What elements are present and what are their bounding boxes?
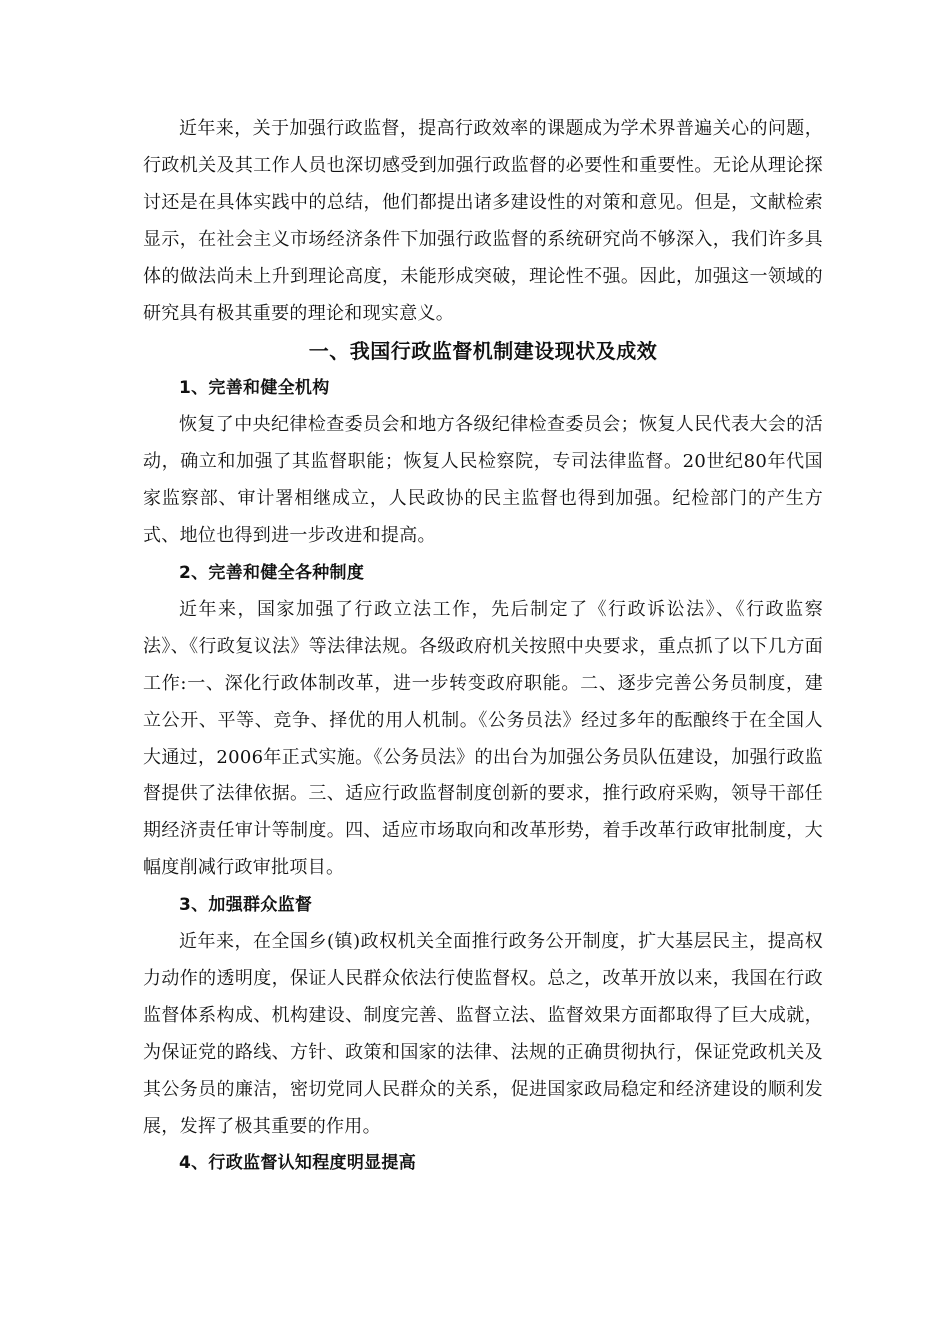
subsection-2-heading: 2、完善和健全各种制度 [179, 562, 365, 583]
intro-paragraph: 近年来，关于加强行政监督，提高行政效率的课题成为学术界普遍关心的问题，行政机关及其工作人员也深切感受到加强行政监督的必要性和重要性。无论从理论探讨还是在具体实践中的总结，他们都提出诸多建设性的对策和意见。但是，文献检索显示，在社会主义市场经济条件下加强行政监督的系统研究尚不够深入，我们许多具体的做法尚未上升到理论高度，未能形成突破，理论性不强。因此，加强这一领域的研究具有极其重要的理论和现实意义。 [143, 118, 823, 324]
subsection-1-paragraph: 恢复了中央纪律检查委员会和地方各级纪律检查委员会；恢复人民代表大会的活动，确立和加强了其监督职能；恢复人民检察院，专司法律监督。20世纪80年代国家监察部、审计署相继成立，人民政协的民主监督也得到加强。纪检部门的产生方式、地位也得到进一步改进和提高。 [143, 414, 823, 547]
subsection-1-heading: 1、完善和健全机构 [179, 378, 330, 399]
subsection-4-heading: 4、行政监督认知程度明显提高 [179, 1153, 417, 1174]
subsection-3-heading: 3、加强群众监督 [179, 895, 313, 916]
document-body [143, 111, 823, 1182]
section-title: 一、我国行政监督机制建设现状及成效 [308, 339, 658, 364]
subsection-3-paragraph: 近年来，在全国乡(镇)政权机关全面推行政务公开制度，扩大基层民主，提高权力动作的透明度，保证人民群众依法行使监督权。总之，改革开放以来，我国在行政监督体系构成、机构建设、制度完善、监督立法、监督效果方面都取得了巨大成就，为保证党的路线、方针、政策和国家的法律、法规的正确贯彻执行，保证党政机关及其公务员的廉洁，密切党同人民群众的关系，促进国家政局稳定和经济建设的顺利发展，发挥了极其重要的作用。 [143, 931, 823, 1137]
subsection-2-paragraph: 近年来，国家加强了行政立法工作，先后制定了《行政诉讼法》、《行政监察法》、《行政复议法》等法律法规。各级政府机关按照中央要求，重点抓了以下几方面工作:一、深化行政体制改革，进一步转变政府职能。二、逐步完善公务员制度，建立公开、平等、竞争、择优的用人机制。《公务员法》经过多年的酝酿终于在全国人大通过，2006年正式实施。《公务员法》的出台为加强公务员队伍建设，加强行政监督提供了法律依据。三、适应行政监督制度创新的要求，推行政府采购，领导干部任期经济责任审计等制度。四、适应市场取向和改革形势，着手改革行政审批制度，大幅度削减行政审批项目。 [143, 598, 823, 879]
